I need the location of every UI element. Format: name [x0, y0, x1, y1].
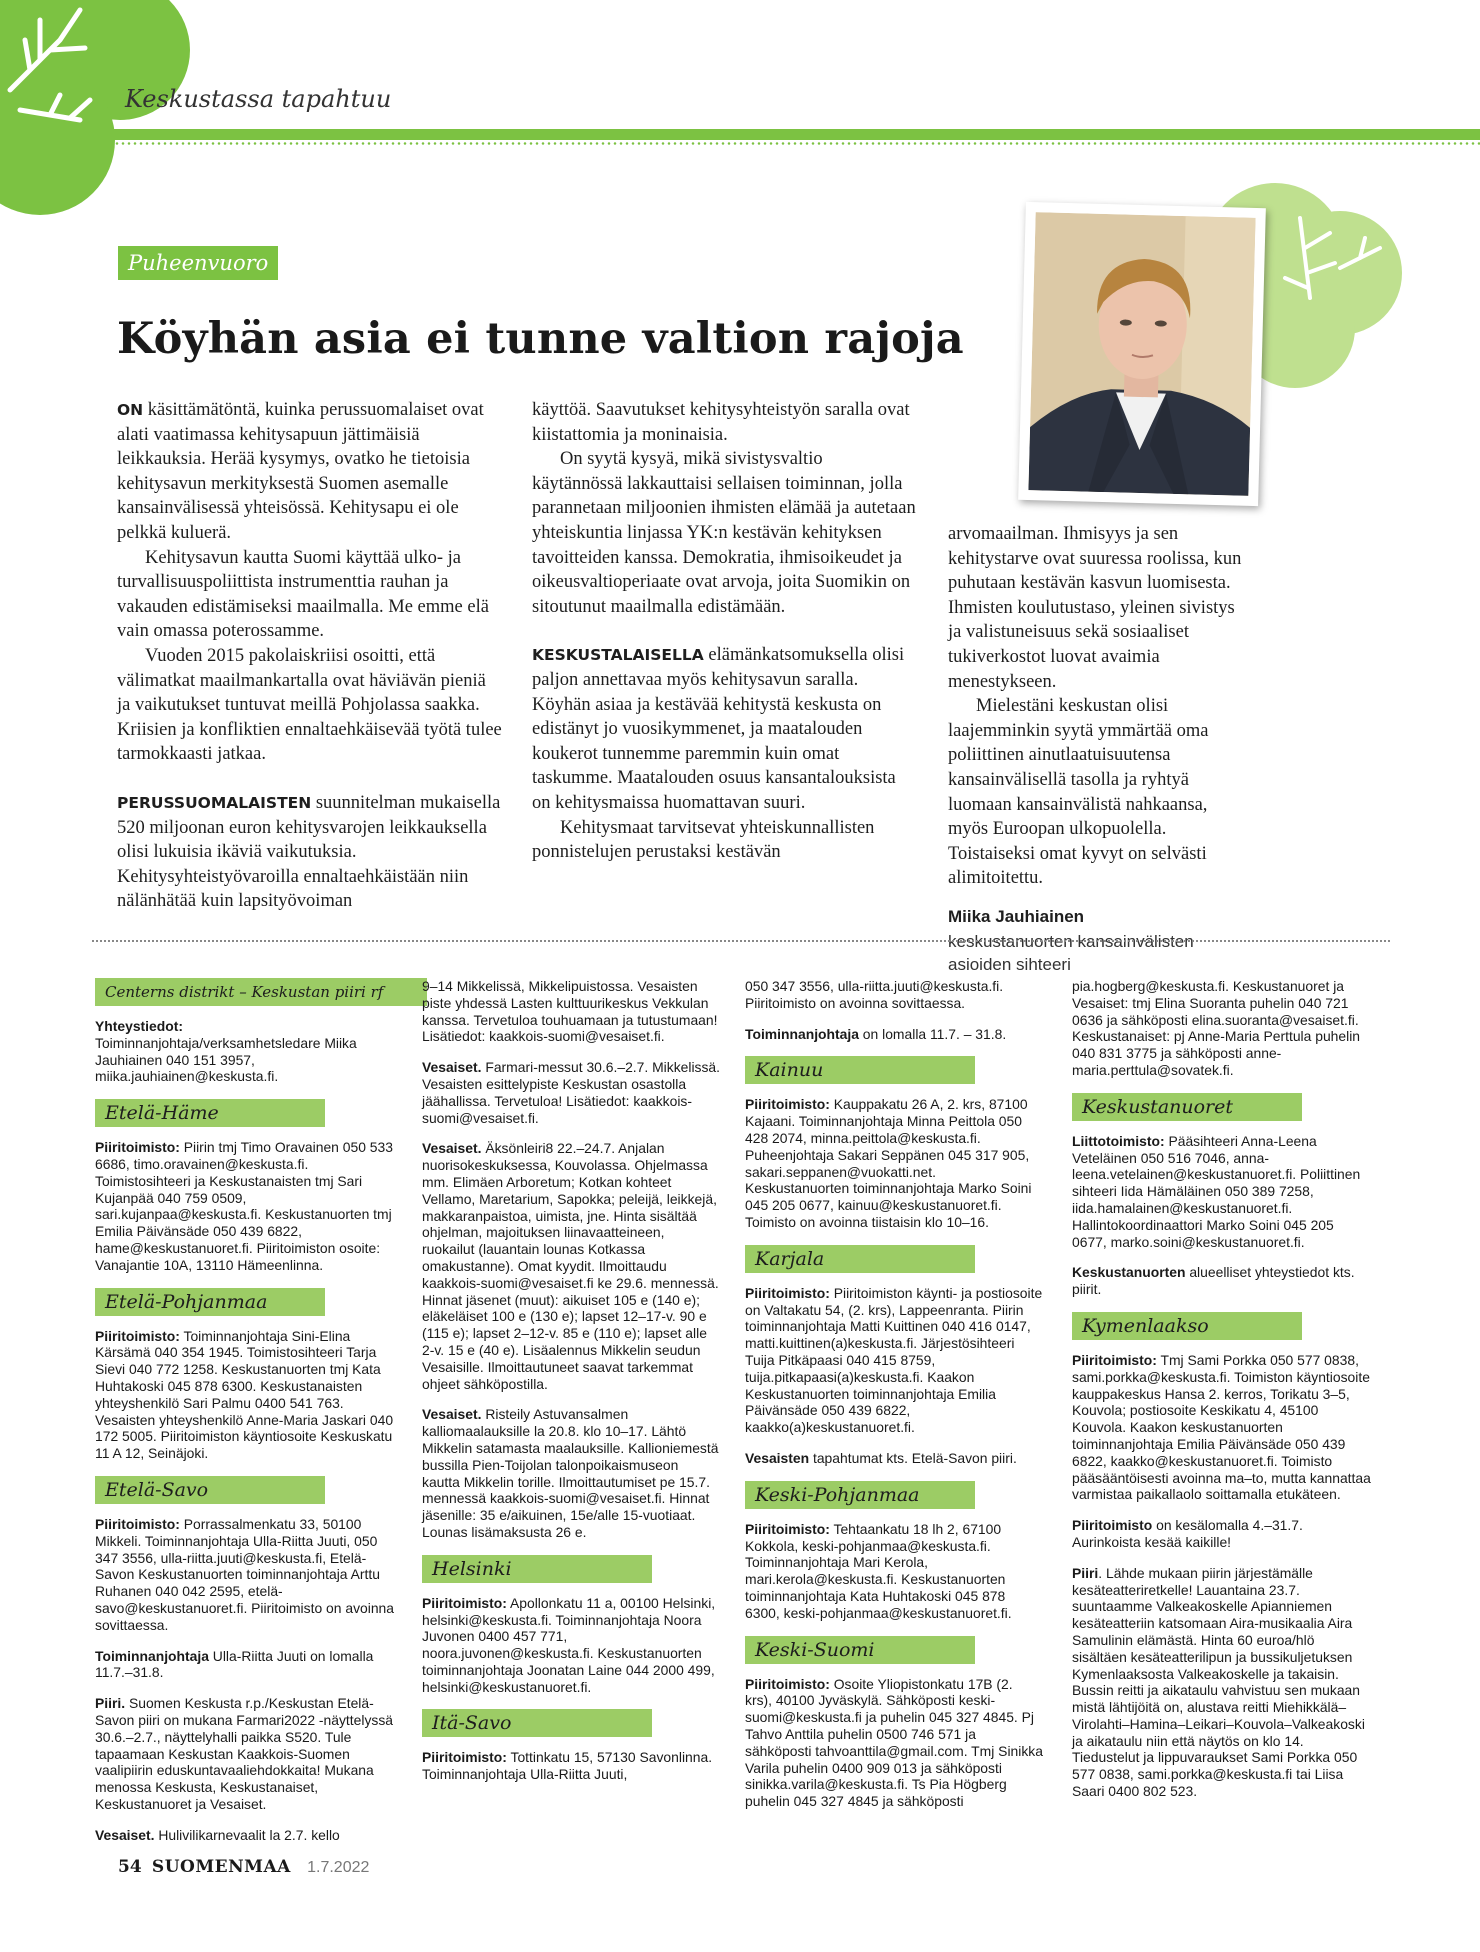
district-heading: Etelä-Häme	[95, 1099, 325, 1127]
article-kicker: Puheenvuoro	[118, 246, 278, 280]
district-heading: Etelä-Pohjanmaa	[95, 1288, 325, 1316]
district-info	[422, 1140, 720, 1392]
district-info-text: tapahtumat kts. Etelä-Savon piiri.	[809, 1449, 1017, 1466]
district-info	[95, 1648, 401, 1682]
district-info-text: Toiminnanjohtaja/verksamhetsledare Miika Jauhiainen 040 151 3957, miika.jauhiainen@keskusta.fi.	[95, 1034, 357, 1085]
district-info	[745, 1521, 1043, 1622]
district-info-lead: Piiritoimisto:	[95, 1139, 180, 1156]
district-info-text: 9–14 Mikkelissä, Mikkelipuistossa. Vesaisten piste yhdessä Lasten kulttuurikeskus Vekkulan kanssa. Tervetuloa touhuamaan ja tutustumaan! Lisätiedot: kaakkois-suomi@vesaiset.fi.	[422, 978, 718, 1045]
paragraph-lead: ON	[117, 401, 144, 419]
magazine-name: SUOMENMAA	[151, 1857, 291, 1877]
district-info	[1072, 1565, 1372, 1800]
page-number: 54	[118, 1857, 142, 1877]
article-column-2	[532, 398, 917, 865]
district-info-text: Ulla-Riitta Juuti on lomalla 11.7.–31.8.	[95, 1647, 374, 1681]
district-info-lead: Toiminnanjohtaja	[95, 1647, 209, 1664]
portrait-image	[1028, 212, 1255, 496]
district-info	[745, 1096, 1043, 1230]
paragraph-lead: PERUSSUOMALAISTEN	[117, 793, 312, 812]
clover-leaf-decoration-topleft	[0, 0, 230, 240]
district-info-text: alueelliset yhteystiedot kts. piirit.	[1072, 1264, 1355, 1298]
district-info-lead: Piiri.	[95, 1695, 126, 1712]
district-info	[95, 1516, 401, 1634]
paragraph-text: käsittämätöntä, kuinka perussuomalaiset ovat alati vaatimassa kehitysapuun jättimäisiä leikkauksia. Herää kysymys, ovatko he tietoisia kehitysavun merkityksestä Suomen asemalle kansainvälisessä yhteisössä. Kehitysapu ei ole pelkkä kuluerä.	[117, 400, 484, 543]
district-info	[95, 1139, 401, 1273]
article-column-1	[117, 398, 502, 914]
district-info-text: Piirin tmj Timo Oravainen 050 533 6686, timo.oravainen@keskusta.fi. Toimistosihteeri ja Keskustanaisten tmj Sari Kujanpää 040 759 0509, sari.kujanpaa@keskusta.fi. Keskustanuorten tmj Emilia Päivänsäde 050 439 6822, hame@keskustanuoret.fi. Piiritoimiston osoite: Vanajantie 10A, 13110 Hämeenlinna.	[95, 1139, 393, 1273]
district-info-text: Pääsihteeri Anna-Leena Veteläinen 050 516 7046, anna-leena.vetelainen@keskustanuoret.fi. Poliittinen sihteeri Iida Hämäläinen 050 389 7258, iida.hamalainen@keskustanuoret.fi. Hallintokoordinaattori Marko Soini 045 205 0677, marko.soini@keskustanuoret.fi.	[1072, 1132, 1361, 1250]
district-info	[422, 1749, 720, 1783]
paragraph-text: Kehitysavun kautta Suomi käyttää ulko- ja turvallisuuspoliittista instrumenttia rauhan ja vakauden edistämiseksi maailmalla. Me emme elä vain omassa poterossamme.	[117, 547, 489, 642]
paragraph-text: käyttöä. Saavutukset kehitysyhteistyön saralla ovat kiistattomia ja moninaisia.	[532, 400, 910, 445]
district-info-lead: Vesaiset.	[422, 1406, 482, 1423]
district-info	[422, 1406, 720, 1540]
author-name: Miika Jauhiainen	[948, 906, 1085, 926]
article-paragraph	[117, 644, 502, 767]
article-paragraph	[948, 522, 1248, 694]
paragraph-text: Kehitysmaat tarvitsevat yhteiskunnallisten ponnistelujen perustaksi kestävän	[532, 817, 875, 863]
article-paragraph	[532, 643, 917, 815]
district-info	[745, 978, 1043, 1012]
district-info-lead: Piiritoimisto:	[422, 1749, 507, 1766]
article-paragraph	[117, 546, 502, 644]
paragraph-text: On syytä kysyä, mikä sivistysvaltio käytännössä lakkauttaisi sellaisen toiminnan, jolla parannetaan miljoonien ihmisten elämää ja autetaan yhteiskuntia linjassa YK:n kestävän kehityksen tavoitteiden kanssa. Demokratia, ihmisoikeudet ja oikeusvaltioperiaate ovat arvoja, joita Suomikin on sitoutunut maailmalla edistämään.	[532, 449, 916, 617]
section-divider	[92, 940, 1390, 942]
district-info-text: . Lähde mukaan piirin järjestämälle kesäteatteriretkelle! Lauantaina 23.7. suuntaamme Valkeakoskelle Apianniemen kesäteatteriin katsomaan Aira-musikaalia Aira Samulinin elämästä. Hinta 60 euroa/hlö sisältäen kesäteatterilipun ja bussikuljetuksen Kymenlaaksosta Valkeakoskelle ja takaisin. Bussin reitti ja aikataulu vahvistuu sen mukaan mistä lähtijöitä on, alustava reitti Miehikkälä–Virolahti–Hamina–Leikari–Kouvola–Valkeakoski ja aikataulu niin että näytös on klo 14. Tiedustelut ja lippuvaraukset Sami Porkka 050 577 0838, sami.porkka@keskusta.fi tai Liisa Saari 0400 802 523.	[1072, 1564, 1365, 1800]
district-info	[745, 1450, 1043, 1467]
author-portrait	[1018, 202, 1266, 506]
paragraph-text: arvomaailman. Ihmisyys ja sen kehitystarve ovat suuressa roolissa, kun puhutaan kestävän kasvun luomisesta. Ihmisten koulutustaso, yleinen sivistys ja valistuneisuus sekä sosiaaliset tukiverkostot luovat avaimia menestykseen.	[948, 524, 1242, 692]
district-info-text: Äksönleiri8 22.–24.7. Anjalan nuorisokeskuksessa, Kouvolassa. Ohjelmassa mm. Elimäen Arboretum; Kotkan kohteet Vellamo, Maretarium, Sapokka; peleijä, leikkejä, makkaranpaistoa, uimista, jne. Hinta sisältää ohjelman, majoituksen liinavaatteineen, ruokailut (lauantain lounas Kotkassa omakustanne). Omat kyydit. Ilmoittaudu kaakkois-suomi@vesaiset.fi ke 29.6. mennessä. Hinnat jäsenet (muut): aikuiset 105 e (140 e); eläkeläiset 100 e (130 e); lapset 12–17-v. 90 e (115 e); lapset 2–12-v. 85 e (110 e); lapset alle 2-v. 15 e (40 e). Lisäalennus Mikkelin seudun Vesaisille. Ilmoittautuneet saavat tarkemmat ohjeet sähköpostilla.	[422, 1140, 719, 1392]
district-info-text: Kauppakatu 26 A, 2. krs, 87100 Kajaani. Toiminnanjohtaja Minna Peittola 050 428 2074, minna.peittola@keskusta.fi. Puheenjohtaja Sakari Seppänen 045 317 905, sakari.seppanen@vuokatti.net. Keskustanuorten toiminnanjohtaja Marko Soini 045 205 0677, kainuu@keskustanuoret.fi. Toimisto on avoinna tiistaisin klo 10–16.	[745, 1096, 1032, 1230]
district-info-text: on kesälomalla 4.–31.7. Aurinkoista kesää kaikille!	[1072, 1517, 1303, 1550]
district-info	[422, 1595, 720, 1696]
district-heading: Karjala	[745, 1245, 975, 1273]
district-info-lead: Vesaisten	[745, 1449, 810, 1466]
district-info	[95, 1328, 401, 1462]
paragraph-text: elämänkatsomuksella olisi paljon annettavaa myös kehitysavun saralla. Köyhän asiaa ja kestävää kehitystä keskusta on edistänyt jo vuosikymmenet, ja maatalouden koukerot tunnemme paremmin kuin omat taskumme. Maatalouden osuus kansantalouksista on kehitysmaissa huomattavan suuri.	[532, 645, 905, 813]
article-paragraph	[117, 791, 502, 914]
district-column-3	[745, 978, 1043, 1824]
district-info-lead: Liittotoimisto:	[1072, 1132, 1165, 1149]
district-info-text: Risteily Astuvansalmen kalliomaalauksille la 20.8. klo 10–17. Lähtö Mikkelin satamasta maalauksille. Kallioniemestä bussilla Pien-Toijolan talonpoikaismuseon kautta Mikkelin torille. Ilmoittautumiset pe 15.7. mennessä kaakkois-suomi@vesaiset.fi. Hinnat jäsenille: 35 e/aikuinen, 15e/alle 15-vuotiaat. Lounas lisämaksusta 26 e.	[422, 1406, 719, 1540]
district-info-lead: Piiritoimisto:	[745, 1284, 830, 1301]
district-info-lead: Vesaiset.	[422, 1140, 482, 1157]
article-headline: Köyhän asia ei tunne valtion rajoja	[117, 314, 964, 364]
district-info	[1072, 1264, 1372, 1298]
header-dot-pattern	[0, 142, 1480, 145]
district-info-text: Farmari-messut 30.6.–2.7. Mikkelissä. Vesaisten esittelypiste Keskustan osastolla jäähallissa. Tervetuloa! Lisätiedot: kaakkois-suomi@vesaiset.fi.	[422, 1059, 721, 1126]
district-info	[745, 1676, 1043, 1810]
district-info-text: Tmj Sami Porkka 050 577 0838, sami.porkka@keskusta.fi. Toimiston käyntiosoite kauppakeskus Hansa 2. kerros, Torikatu 3–5, Kouvola; postiosoite Keskikatu 4, 45100 Kouvola. Kaakon keskustanuorten toiminnanjohtaja Emilia Päivänsäde 050 439 6822, kaakko@keskustanuoret.fi. Toimisto pääsääntöisesti avoinna ma–to, mutta kannattaa varmistaa paikallaolo soittamalla etukäteen.	[1072, 1351, 1371, 1503]
district-info	[1072, 1133, 1372, 1251]
district-info-text: Tehtaankatu 18 lh 2, 67100 Kokkola, keski-pohjanmaa@keskusta.fi. Toiminnanjohtaja Mari Kerola, mari.kerola@keskusta.fi. Keskustanuorten toiminnanjohtaja Kata Huhtakoski 045 878 6300, keski-pohjanmaa@keskustanuoret.fi.	[745, 1520, 1012, 1621]
district-info	[745, 1026, 1043, 1043]
header-rule	[0, 129, 1480, 140]
district-info-lead: Vesaiset.	[95, 1826, 155, 1843]
district-info	[422, 978, 720, 1045]
district-info-lead: Piiri	[1072, 1564, 1099, 1581]
district-info-text: 050 347 3556, ulla-riitta.juuti@keskusta.fi. Piiritoimisto on avoinna sovittaessa.	[745, 978, 1004, 1011]
district-heading: Kymenlaakso	[1072, 1312, 1302, 1340]
paragraph-text: Mielestäni keskustan olisi laajemminkin syytä ymmärtää oma poliittinen ainutlaatuisuutensa kansainvälisellä tasolla ja ryhtyä luomaan kansainvälistä nahkaansa, myös Euroopan ulkopuolella. Toistaiseksi omat kyvyt on selvästi alimitoitettu.	[948, 696, 1209, 889]
paragraph-text: suunnitelman mukaisella 520 miljoonan euron kehitysvarojen leikkauksella olisi lukuisia ikäviä vaikutuksia. Kehitysyhteistyövaroilla ennaltaehkäistään niin nälänhätää kuin lapsityövoiman	[117, 792, 501, 912]
article-paragraph	[948, 694, 1248, 891]
district-info-text: Osoite Yliopistonkatu 17B (2. krs), 40100 Jyväskylä. Sähköposti keski-suomi@keskusta.fi ja puhelin 045 327 4845. Pj Tahvo Anttila puhelin 0500 746 571 ja sähköposti tahvoanttila@gmail.com. Tmj Sinikka Varila puhelin 0400 909 013 ja sähköposti sinikka.varila@keskusta.fi. Ts Pia Högberg puhelin 045 327 4845 ja sähköposti	[745, 1675, 1043, 1810]
district-info-lead: Piiritoimisto	[1072, 1517, 1153, 1534]
district-info-text: Porrassalmenkatu 33, 50100 Mikkeli. Toiminnanjohtaja Ulla-Riitta Juuti, 050 347 3556, ulla-riitta.juuti@keskusta.fi, Etelä-Savon Keskustanuorten toiminnanjohtaja Arttu Ruhanen 040 042 2595, etelä-savo@keskustanuoret.fi. Piiritoimisto on avoinna sovittaessa.	[95, 1515, 395, 1633]
district-info	[1072, 978, 1372, 1079]
district-info-text: Tottinkatu 15, 57130 Savonlinna. Toiminnanjohtaja Ulla-Riitta Juuti,	[422, 1749, 713, 1783]
district-info-lead: Piiritoimisto:	[1072, 1351, 1157, 1368]
paragraph-lead: KESKUSTALAISELLA	[532, 646, 704, 665]
district-info-text: Hulivilikarnevaalit la 2.7. kello	[154, 1826, 340, 1843]
district-info-text: pia.hogberg@keskusta.fi. Keskustanuoret ja Vesaiset: tmj Elina Suoranta puhelin 040 721 0636 ja sähköposti elina.suoranta@vesaiset.fi. Keskustanaiset: pj Anne-Maria Perttula puhelin 040 831 3775 ja sähköposti anne-maria.perttula@sovatek.fi.	[1072, 978, 1361, 1078]
district-info	[95, 1018, 401, 1085]
district-heading: Etelä-Savo	[95, 1476, 325, 1504]
article-column-3	[948, 522, 1248, 976]
district-info-lead: Piiritoimisto:	[95, 1327, 180, 1344]
district-info	[95, 1827, 401, 1844]
article-paragraph	[117, 398, 502, 546]
district-info-lead: Vesaiset.	[422, 1059, 482, 1076]
district-info	[1072, 1517, 1372, 1551]
district-info-lead: Piiritoimisto:	[745, 1520, 830, 1537]
section-label: Keskustassa tapahtuu	[125, 85, 392, 113]
article-paragraph	[532, 447, 917, 619]
district-heading: Keski-Pohjanmaa	[745, 1481, 975, 1509]
district-heading: Keskustanuoret	[1072, 1093, 1302, 1121]
page-footer	[118, 1857, 369, 1877]
district-info-text: Suomen Keskusta r.p./Keskustan Etelä-Savon piiri on mukana Farmari2022 -näyttelyssä 30.6.–2.7., näyttelyhalli paikka S520. Tule tapaamaan Keskustan Kaakkois-Suomen vaalipiirin eduskuntavaaliehdokkaita! Mukana menossa Keskusta, Keskustanaiset, Keskustanuoret ja Vesaiset.	[95, 1695, 394, 1812]
district-info-text: on lomalla 11.7. – 31.8.	[858, 1025, 1007, 1042]
district-info	[422, 1059, 720, 1126]
district-heading: Itä-Savo	[422, 1709, 652, 1737]
district-info	[1072, 1352, 1372, 1503]
district-info-lead: Piiritoimisto:	[745, 1096, 830, 1113]
district-info-lead: Keskustanuorten	[1072, 1264, 1186, 1281]
district-info-text: Piiritoimiston käynti- ja postiosoite on Valtakatu 54, (2. krs), Lappeenranta. Piirin toiminnanjohtaja Matti Kuittinen 040 416 0147, matti.kuittinen(a)keskusta.fi. Järjestösihteeri Tuija Pitkäpaasi 040 415 8759, tuija.pitkapaasi(a)keskusta.fi. Kaakon Keskustanuorten toiminnanjohtaja Emilia Päivänsäde 050 439 6822, kaakko(a)keskustanuoret.fi.	[745, 1284, 1043, 1436]
article-paragraph	[532, 398, 917, 447]
district-info-text: Apollonkatu 11 a, 00100 Helsinki, helsinki@keskusta.fi. Toiminnanjohtaja Noora Juvonen 0400 457 771, noora.juvonen@keskusta.fi. Keskustanuorten toiminnanjohtaja Joonatan Laine 044 2000 499, helsinki@keskustanuoret.fi.	[422, 1594, 716, 1695]
district-column-1	[95, 978, 401, 1857]
district-column-4	[1072, 978, 1372, 1814]
paragraph-text: Vuoden 2015 pakolaiskriisi osoitti, että välimatkat maailmankartalla ovat häviävän pieniä ja vaikutukset tuntuvat meillä Pohjolassa saakka. Kriisien ja konfliktien ennaltaehkäisevää työtä tulee tarmokkaasti jatkaa.	[117, 645, 502, 765]
district-heading: Kainuu	[745, 1056, 975, 1084]
article-column-3-body	[948, 522, 1248, 891]
district-info-lead: Piiritoimisto:	[95, 1515, 180, 1532]
district-info-lead: Yhteystiedot:	[95, 1018, 183, 1034]
author-role: keskustanuorten kansainvälisten asioiden sihteeri	[948, 931, 1194, 974]
district-info-text: Toiminnanjohtaja Sini-Elina Kärsämä 040 354 1945. Toimistosihteeri Tarja Sievi 040 772 1258. Keskustanuorten tmj Kata Huhtakoski 045 878 6300. Keskustanaisten yhteyshenkilö Sari Palmu 0400 541 763. Vesaisten yhteyshenkilö Anne-Maria Jaskari 040 172 5005. Piiritoimiston käyntiosoite Keskuskatu 11 A 12, Seinäjoki.	[95, 1327, 394, 1462]
district-info	[95, 1695, 401, 1813]
district-info	[745, 1285, 1043, 1436]
district-info-lead: Toiminnanjohtaja	[745, 1025, 859, 1042]
district-info-lead: Piiritoimisto:	[745, 1675, 830, 1692]
district-heading: Keski-Suomi	[745, 1636, 975, 1664]
issue-date: 1.7.2022	[307, 1859, 370, 1876]
district-info-lead: Piiritoimisto:	[422, 1594, 507, 1611]
district-heading: Helsinki	[422, 1555, 652, 1583]
district-column-2	[422, 978, 720, 1797]
article-paragraph	[532, 816, 917, 865]
district-heading: Centerns distrikt – Keskustan piiri rf	[95, 978, 427, 1006]
